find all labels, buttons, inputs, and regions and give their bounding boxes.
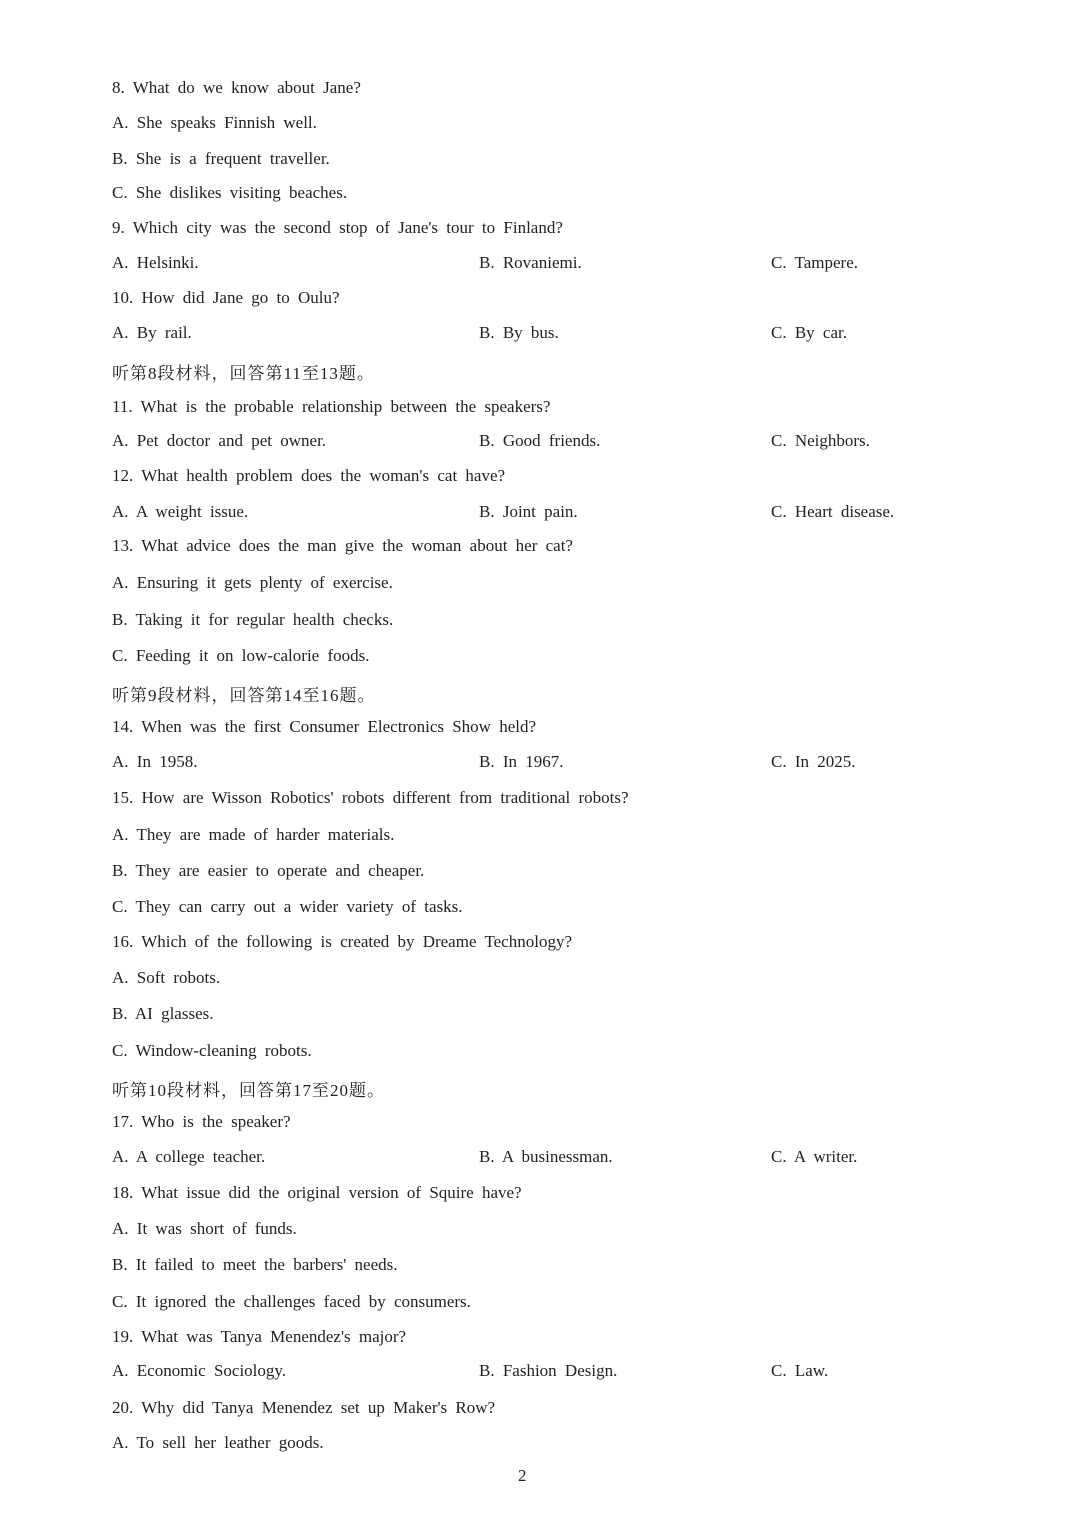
option-text: A. Ensuring it gets plenty of exercise.	[112, 573, 393, 592]
option-text: C. Feeding it on low-calorie foods.	[112, 646, 370, 665]
option-a: A. A college teacher.	[112, 1147, 266, 1166]
question-text: 8. What do we know about Jane?	[112, 78, 361, 97]
option-text: A. They are made of harder materials.	[112, 825, 395, 844]
option-b: B. Fashion Design.	[479, 1361, 618, 1380]
page-number: 2	[518, 1466, 527, 1485]
question-text: 19. What was Tanya Menendez's major?	[112, 1327, 407, 1346]
option-text: B. She is a frequent traveller.	[112, 149, 330, 168]
section-instruction: 听第9段材料，回答第14至16题。	[112, 686, 376, 705]
option-b: B. By bus.	[479, 323, 559, 342]
question-text: 10. How did Jane go to Oulu?	[112, 288, 340, 307]
option-c: C. Neighbors.	[771, 431, 870, 450]
question-text: 17. Who is the speaker?	[112, 1112, 291, 1131]
option-text: A. Soft robots.	[112, 968, 221, 987]
option-c: C. Law.	[771, 1361, 829, 1380]
question-text: 11. What is the probable relationship between the speakers?	[112, 397, 551, 416]
option-text: C. She dislikes visiting beaches.	[112, 183, 348, 202]
option-c: C. Heart disease.	[771, 502, 895, 521]
option-b: B. Good friends.	[479, 431, 601, 450]
option-text: C. It ignored the challenges faced by consumers.	[112, 1292, 471, 1311]
question-text: 14. When was the first Consumer Electronics Show held?	[112, 717, 537, 736]
question-text: 9. Which city was the second stop of Jane's tour to Finland?	[112, 218, 563, 237]
option-text: B. They are easier to operate and cheaper.	[112, 861, 425, 880]
option-b: B. A businessman.	[479, 1147, 613, 1166]
section-instruction: 听第10段材料，回答第17至20题。	[112, 1081, 385, 1100]
option-text: B. AI glasses.	[112, 1004, 214, 1023]
option-a: A. Economic Sociology.	[112, 1361, 287, 1380]
option-text: B. Taking it for regular health checks.	[112, 610, 394, 629]
option-text: C. They can carry out a wider variety of tasks.	[112, 897, 463, 916]
option-a: A. A weight issue.	[112, 502, 249, 521]
option-b: B. Rovaniemi.	[479, 253, 582, 272]
question-text: 12. What health problem does the woman's cat have?	[112, 466, 506, 485]
question-text: 13. What advice does the man give the woman about her cat?	[112, 536, 573, 555]
question-text: 20. Why did Tanya Menendez set up Maker's Row?	[112, 1398, 496, 1417]
option-text: C. Window-cleaning robots.	[112, 1041, 312, 1060]
section-instruction: 听第8段材料，回答第11至13题。	[112, 364, 375, 383]
option-c: C. By car.	[771, 323, 847, 342]
option-text: A. She speaks Finnish well.	[112, 113, 317, 132]
option-a: A. In 1958.	[112, 752, 198, 771]
option-a: A. Helsinki.	[112, 253, 199, 272]
question-text: 16. Which of the following is created by Dreame Technology?	[112, 932, 572, 951]
option-c: C. Tampere.	[771, 253, 858, 272]
option-text: A. To sell her leather goods.	[112, 1433, 324, 1452]
option-b: B. Joint pain.	[479, 502, 578, 521]
option-a: A. By rail.	[112, 323, 192, 342]
option-text: A. It was short of funds.	[112, 1219, 297, 1238]
option-c: C. In 2025.	[771, 752, 856, 771]
option-text: B. It failed to meet the barbers' needs.	[112, 1255, 398, 1274]
option-a: A. Pet doctor and pet owner.	[112, 431, 327, 450]
question-text: 15. How are Wisson Robotics' robots different from traditional robots?	[112, 788, 629, 807]
option-c: C. A writer.	[771, 1147, 858, 1166]
question-text: 18. What issue did the original version of Squire have?	[112, 1183, 522, 1202]
option-b: B. In 1967.	[479, 752, 564, 771]
